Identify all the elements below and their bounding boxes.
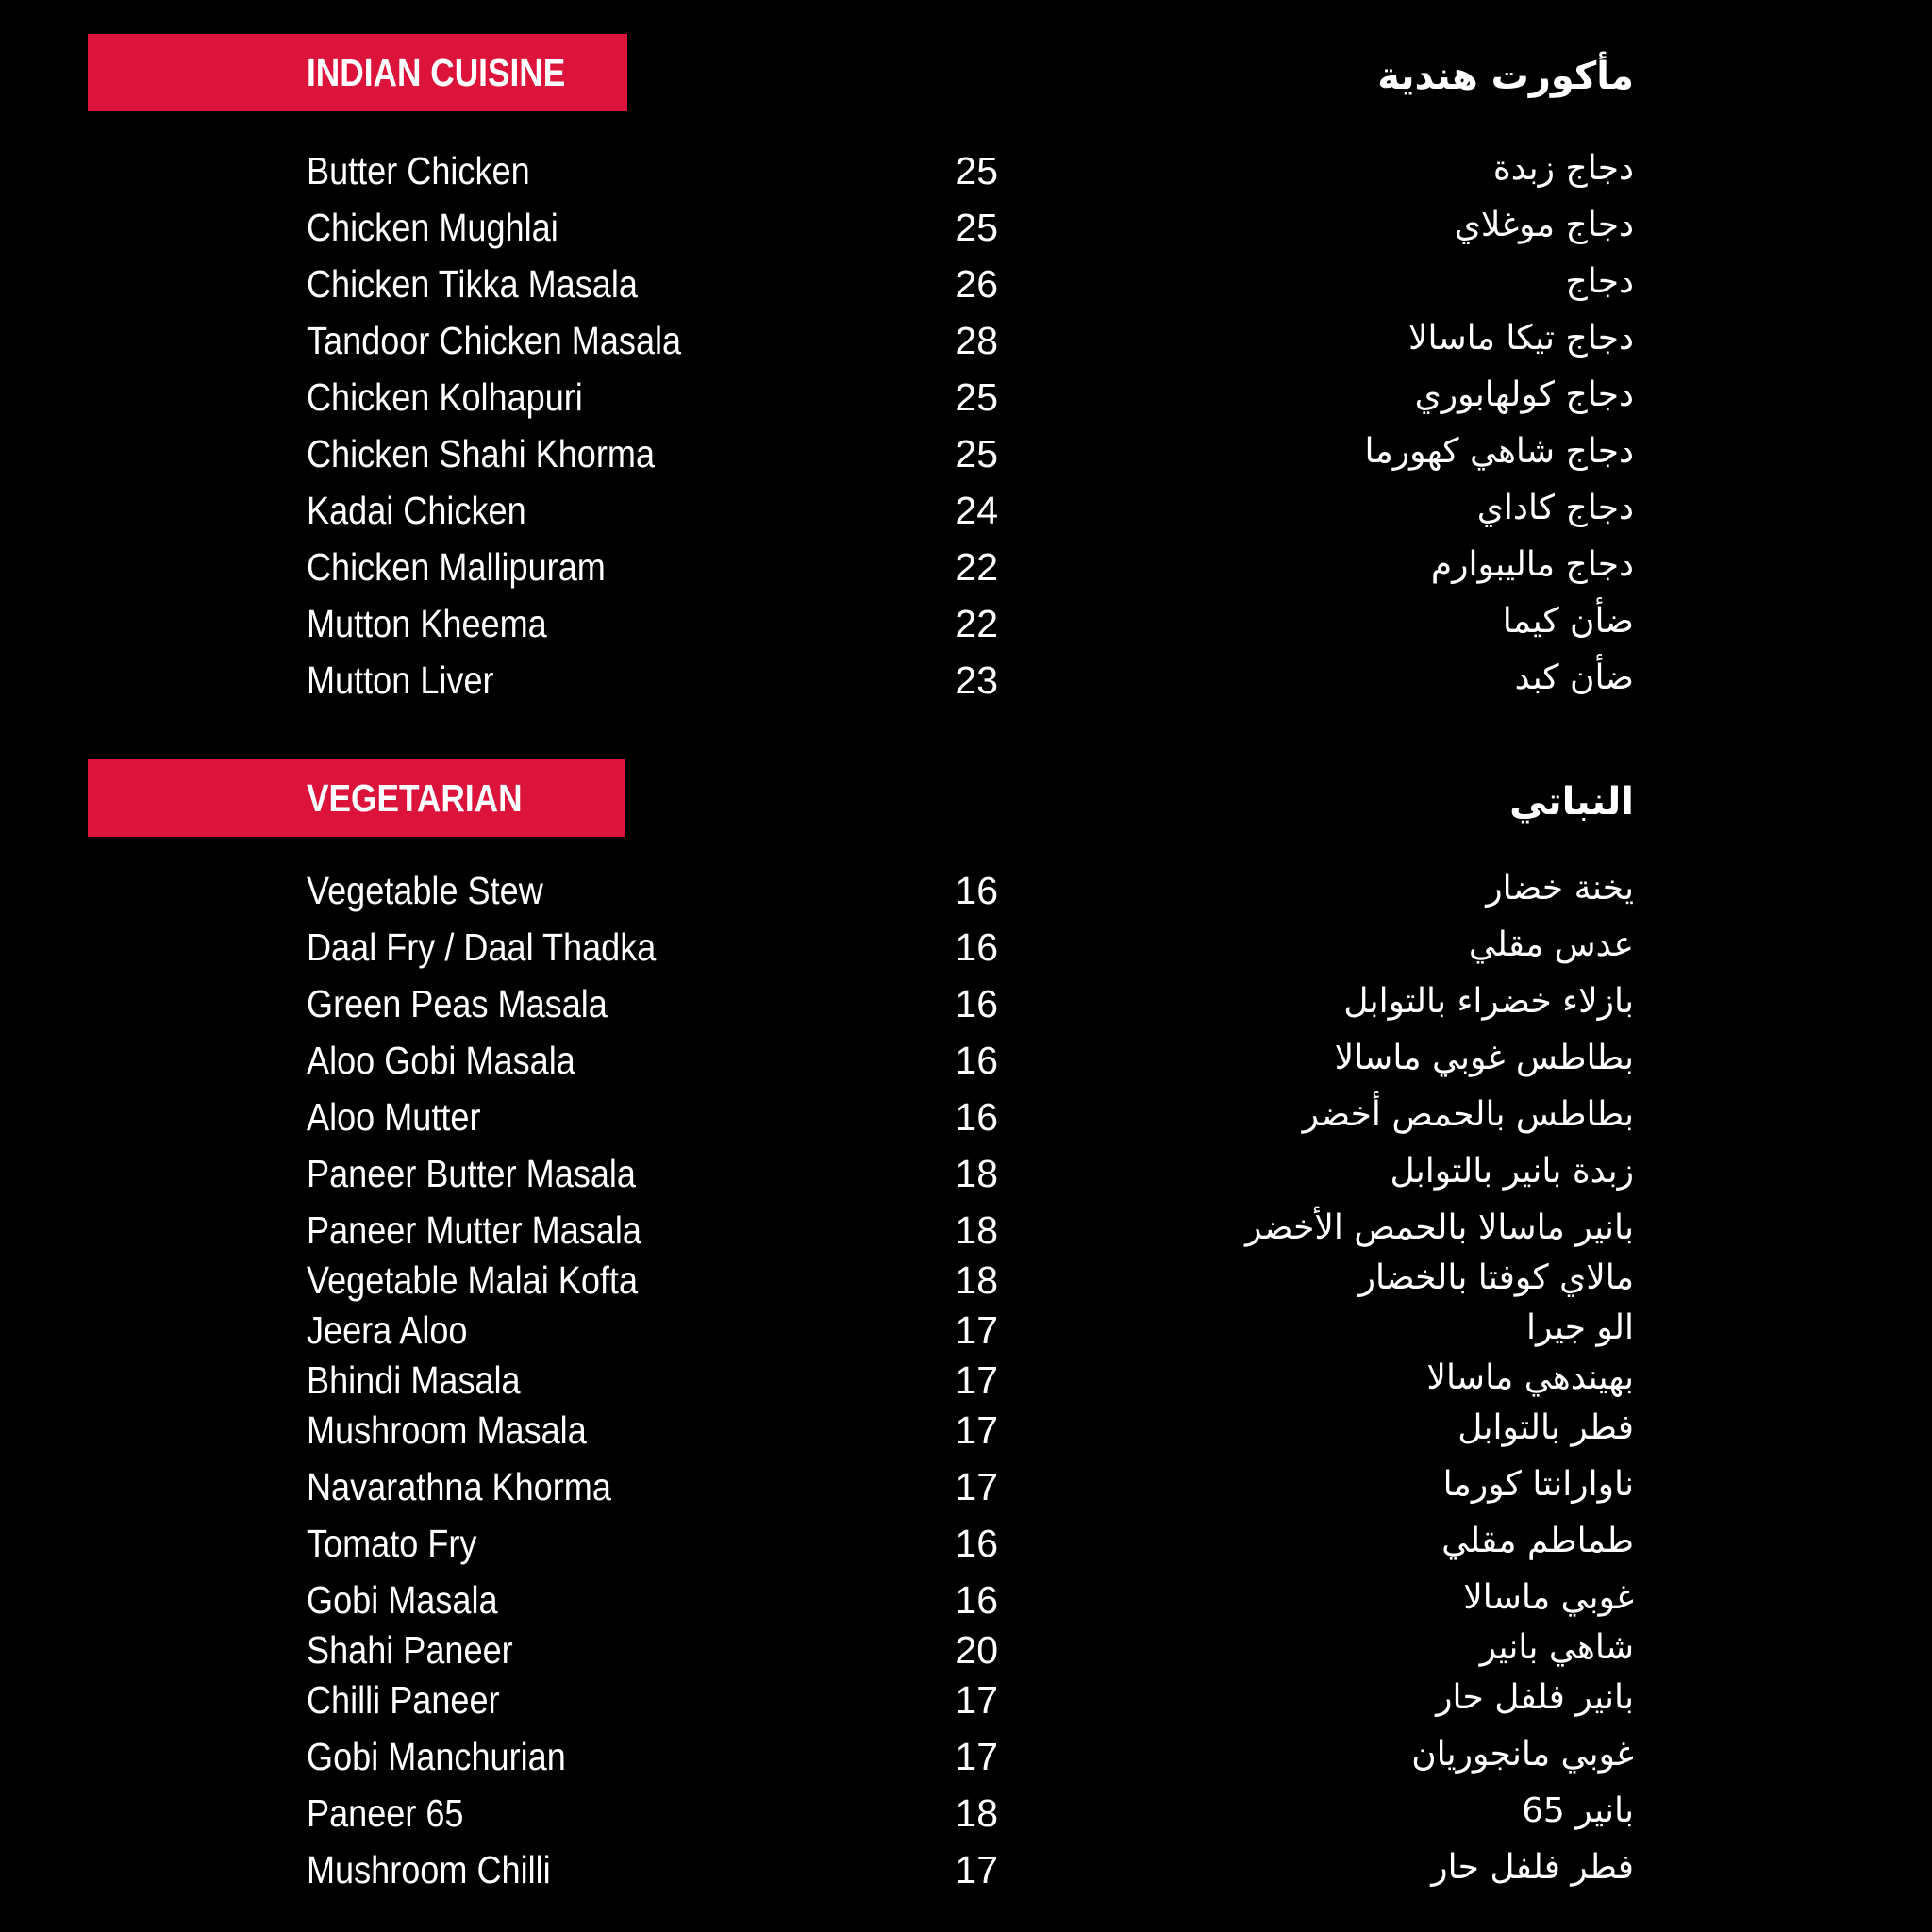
menu-item-name-arabic: دجاج ماليبوارم xyxy=(1430,545,1634,584)
menu-item-name: Paneer Butter Masala xyxy=(307,1152,636,1195)
menu-item-name: Chicken Tikka Masala xyxy=(307,262,638,306)
menu-item-name-arabic: شاهي بانير xyxy=(1479,1628,1634,1667)
menu-item-name: Bhindi Masala xyxy=(307,1358,521,1402)
menu-item-name-arabic: دجاج كاداي xyxy=(1476,489,1634,527)
menu-item-price: 25 xyxy=(955,375,998,419)
menu-item-name-arabic: بهيندهي ماسالا xyxy=(1426,1358,1634,1397)
menu-item-name-arabic: بطاطس بالحمص أخضر xyxy=(1302,1095,1634,1134)
menu-item-price: 16 xyxy=(955,1522,998,1565)
menu-item-name: Chicken Mallipuram xyxy=(307,545,606,589)
menu-item-price: 16 xyxy=(955,1578,998,1622)
menu-item-name-arabic: مالاي كوفتا بالخضار xyxy=(1358,1258,1634,1297)
menu-item-name-arabic: بانير فلفل حار xyxy=(1436,1678,1634,1717)
menu-item-name-arabic: فطر فلفل حار xyxy=(1431,1848,1634,1887)
vegetarian-title: VEGETARIAN xyxy=(307,776,523,820)
menu-item-price: 16 xyxy=(955,869,998,912)
menu-item-name: Navarathna Khorma xyxy=(307,1465,611,1508)
menu-item-name-arabic: عدس مقلي xyxy=(1468,925,1634,964)
menu-item-name: Mutton Kheema xyxy=(307,602,547,645)
menu-item-price: 25 xyxy=(955,206,998,249)
menu-item-name: Tomato Fry xyxy=(307,1522,477,1565)
menu-item-name-arabic: دجاج xyxy=(1565,262,1634,301)
menu-item-name-arabic: دجاج تيكا ماسالا xyxy=(1407,319,1634,358)
menu-item-name: Gobi Manchurian xyxy=(307,1735,566,1778)
menu-item-price: 24 xyxy=(955,489,998,532)
menu-item-name: Shahi Paneer xyxy=(307,1628,513,1672)
menu-item-name-arabic: ضأن كبد xyxy=(1514,658,1634,697)
menu-item-name: Paneer Mutter Masala xyxy=(307,1208,641,1252)
menu-item-name: Paneer 65 xyxy=(307,1791,464,1835)
menu-item-price: 28 xyxy=(955,319,998,362)
menu-item-name-arabic: غوبي مانجوريان xyxy=(1411,1735,1634,1774)
menu-item-name: Aloo Mutter xyxy=(307,1095,481,1139)
menu-item-name: Mushroom Masala xyxy=(307,1408,587,1452)
menu-item-name-arabic: الو جيرا xyxy=(1526,1308,1634,1347)
menu-item-name: Gobi Masala xyxy=(307,1578,498,1622)
menu-item-price: 22 xyxy=(955,602,998,645)
menu-item-name: Butter Chicken xyxy=(307,149,530,192)
menu-item-price: 17 xyxy=(955,1678,998,1722)
menu-item-price: 25 xyxy=(955,149,998,192)
menu-item-price: 22 xyxy=(955,545,998,589)
menu-item-name-arabic: بطاطس غوبي ماسالا xyxy=(1334,1039,1634,1077)
menu-item-name-arabic: ضأن كيما xyxy=(1502,602,1634,641)
menu-item-price: 25 xyxy=(955,432,998,475)
menu-item-name-arabic: بازلاء خضراء بالتوابل xyxy=(1343,982,1634,1021)
menu-item-name: Jeera Aloo xyxy=(307,1308,468,1352)
menu-item-price: 18 xyxy=(955,1258,998,1302)
menu-item-name-arabic: بانير 65 xyxy=(1522,1791,1634,1830)
menu-item-name: Mutton Liver xyxy=(307,658,494,702)
menu-item-name: Chicken Kolhapuri xyxy=(307,375,583,419)
menu-item-name-arabic: دجاج كولهابوري xyxy=(1414,375,1634,414)
menu-item-price: 17 xyxy=(955,1358,998,1402)
menu-item-price: 17 xyxy=(955,1465,998,1508)
menu-item-price: 17 xyxy=(955,1735,998,1778)
vegetarian-banner xyxy=(88,759,625,837)
menu-item-name: Tandoor Chicken Masala xyxy=(307,319,682,362)
menu-item-name-arabic: دجاج زبدة xyxy=(1492,149,1634,188)
menu-item-name-arabic: ناوارانتا كورما xyxy=(1442,1465,1634,1504)
menu-item-name: Chilli Paneer xyxy=(307,1678,500,1722)
menu-item-price: 26 xyxy=(955,262,998,306)
menu-item-name: Chicken Shahi Khorma xyxy=(307,432,656,475)
menu-item-name-arabic: زبدة بانير بالتوابل xyxy=(1390,1152,1634,1191)
indian-cuisine-title-arabic: مأكورت هندية xyxy=(1377,55,1634,98)
menu-item-price: 16 xyxy=(955,925,998,969)
indian-cuisine-title: INDIAN CUISINE xyxy=(307,51,566,94)
menu-item-name: Daal Fry / Daal Thadka xyxy=(307,925,657,969)
menu-item-name: Kadai Chicken xyxy=(307,489,526,532)
menu-item-name: Mushroom Chilli xyxy=(307,1848,551,1891)
menu-item-price: 17 xyxy=(955,1408,998,1452)
menu-item-name-arabic: دجاج شاهي كهورما xyxy=(1364,432,1634,471)
menu-item-price: 18 xyxy=(955,1152,998,1195)
menu-item-price: 20 xyxy=(955,1628,998,1672)
menu-item-price: 23 xyxy=(955,658,998,702)
menu-item-name-arabic: دجاج موغلاي xyxy=(1454,206,1634,244)
menu-item-price: 18 xyxy=(955,1791,998,1835)
menu-item-price: 18 xyxy=(955,1208,998,1252)
menu-item-name-arabic: بانير ماسالا بالحمص الأخضر xyxy=(1245,1208,1634,1247)
menu-item-name: Vegetable Malai Kofta xyxy=(307,1258,639,1302)
menu-item-name: Green Peas Masala xyxy=(307,982,608,1025)
menu-item-name: Vegetable Stew xyxy=(307,869,543,912)
menu-item-name-arabic: يخنة خضار xyxy=(1486,869,1634,908)
menu-item-price: 16 xyxy=(955,1039,998,1082)
menu-item-price: 16 xyxy=(955,982,998,1025)
indian-cuisine-banner xyxy=(88,34,627,111)
menu-item-name-arabic: طماطم مقلي xyxy=(1441,1522,1634,1560)
menu-item-price: 16 xyxy=(955,1095,998,1139)
menu-item-name-arabic: فطر بالتوابل xyxy=(1457,1408,1634,1447)
menu-item-name: Aloo Gobi Masala xyxy=(307,1039,575,1082)
menu-item-price: 17 xyxy=(955,1848,998,1891)
menu-item-name-arabic: غوبي ماسالا xyxy=(1463,1578,1634,1617)
menu-item-price: 17 xyxy=(955,1308,998,1352)
vegetarian-title-arabic: النباتي xyxy=(1509,780,1634,824)
menu-item-name: Chicken Mughlai xyxy=(307,206,558,249)
